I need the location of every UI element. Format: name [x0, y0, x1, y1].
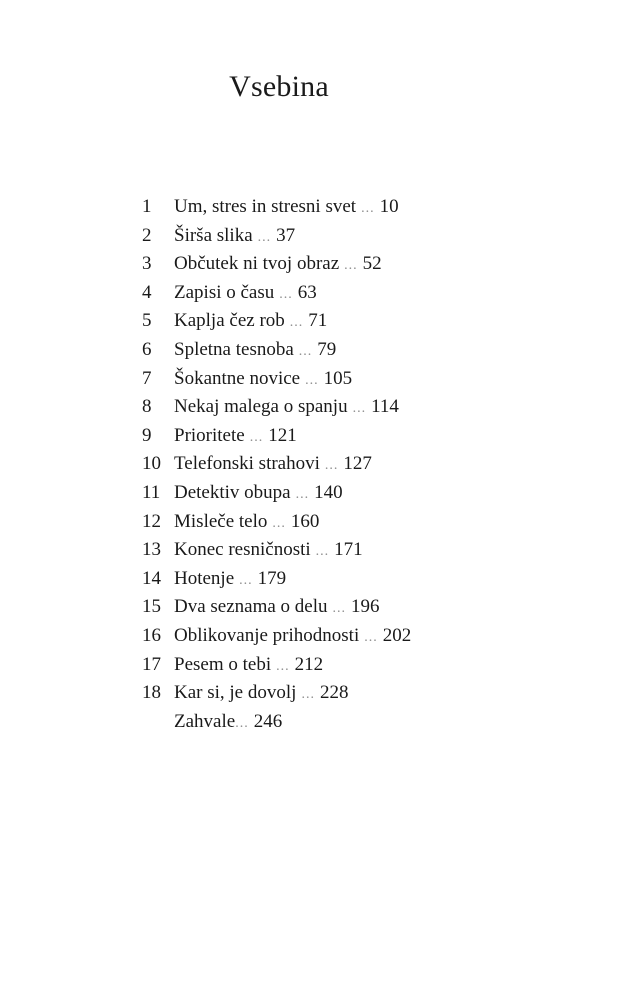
toc-entry-title: Prioritete	[174, 424, 245, 446]
toc-leader-dots: ...	[361, 201, 375, 216]
toc-entry-title: Misleče telo	[174, 510, 268, 532]
toc-entry-page: 121	[268, 424, 297, 446]
toc-entry-page: 63	[297, 281, 317, 303]
toc-entry-14	[142, 565, 582, 594]
toc-entry-page: 179	[257, 567, 287, 589]
toc-entry-6	[142, 336, 582, 365]
toc-entry-9	[142, 422, 582, 451]
toc-entry-1	[142, 193, 582, 222]
toc-entry-title: Šokantne novice	[174, 367, 301, 389]
toc-entry-title: Um, stres in stresni svet	[174, 196, 357, 217]
toc-leader-dots: ...	[305, 372, 319, 388]
toc-entry-page: 171	[334, 539, 363, 561]
toc-leader-dots: ...	[272, 515, 286, 531]
toc-leader-dots: ...	[324, 458, 339, 474]
toc-entry-page: 79	[317, 338, 337, 360]
toc-entry-title: Nekaj malega o spanju	[174, 396, 348, 418]
toc-entry-number: 11	[142, 481, 161, 503]
toc-entry-number: 10	[142, 453, 161, 475]
toc-entry-number: 15	[142, 596, 161, 618]
toc-entry-title: Spletna tesnoba	[174, 338, 294, 360]
toc-entry-12	[142, 508, 582, 537]
toc-entry-page: 212	[294, 653, 324, 675]
toc-entry-2	[142, 222, 582, 251]
page-title: Vsebina	[229, 70, 329, 103]
toc-entry-page: 37	[276, 224, 296, 246]
toc-entry-number: 4	[142, 281, 152, 303]
toc-leader-dots: ...	[276, 658, 290, 674]
toc-entry-page: 71	[308, 310, 328, 332]
toc-entry-11	[142, 479, 582, 508]
toc-leader-dots: ...	[249, 429, 264, 445]
toc-entry-page: 202	[382, 624, 412, 646]
toc-entry-title: Oblikovanje prihodnosti	[174, 624, 360, 646]
toc-entry-4	[142, 279, 582, 308]
toc-entry-title: Zahvale	[174, 710, 236, 732]
toc-entry-7	[142, 365, 582, 394]
toc-entry-5	[142, 307, 582, 336]
toc-entry-number: 3	[142, 253, 152, 275]
toc-entry-acknowledgements	[142, 708, 582, 737]
toc-entry-title: Širša slika	[174, 224, 253, 246]
toc-leader-dots: ...	[257, 229, 272, 245]
toc-entry-page: 105	[323, 367, 353, 389]
toc-leader-dots: ...	[295, 486, 310, 502]
toc-leader-dots: ...	[279, 286, 293, 302]
toc-entry-page: 140	[314, 481, 343, 503]
toc-entry-title: Občutek ni tvoj obraz	[174, 253, 340, 275]
toc-entry-number: 2	[142, 224, 152, 246]
toc-entry-8	[142, 393, 582, 422]
toc-leader-dots: ...	[332, 601, 347, 617]
toc-entry-page: 114	[371, 396, 399, 418]
toc-leader-dots: ...	[289, 315, 304, 331]
toc-leader-dots: ...	[301, 687, 315, 703]
toc-entry-page: 160	[290, 510, 320, 532]
toc-entry-15	[142, 593, 582, 622]
toc-leader-dots: ...	[235, 715, 249, 731]
toc-leader-dots: ...	[315, 544, 330, 560]
toc-entry-page: 52	[362, 253, 382, 275]
toc-entry-number: 7	[142, 367, 152, 389]
toc-leader-dots: ...	[364, 629, 378, 645]
toc-entry-13	[142, 536, 582, 565]
toc-entry-title: Dva seznama o delu	[174, 596, 328, 618]
toc-entry-page: 246	[253, 710, 283, 732]
toc-entry-title: Detektiv obupa	[174, 481, 291, 503]
toc-entry-title: Hotenje	[174, 567, 235, 589]
toc-entry-page: 127	[343, 453, 372, 475]
toc-entry-title: Konec resničnosti	[174, 539, 311, 561]
toc-entry-page: 10	[379, 196, 399, 217]
toc-entry-number: 8	[142, 396, 152, 418]
toc-entry-number: 16	[142, 624, 161, 646]
toc-entry-16	[142, 622, 582, 651]
toc-entry-18	[142, 679, 582, 708]
toc-entry-number: 18	[142, 682, 161, 704]
toc-entry-title: Telefonski strahovi	[174, 453, 320, 475]
toc-entry-10	[142, 450, 582, 479]
toc-entry-17	[142, 651, 582, 680]
toc-entry-number: 1	[142, 196, 152, 217]
toc-entry-number: 6	[142, 338, 152, 360]
toc-entry-number: 9	[142, 424, 152, 446]
toc-leader-dots: ...	[298, 343, 313, 359]
toc-entry-page: 228	[319, 682, 349, 704]
toc-leader-dots: ...	[344, 258, 358, 274]
toc-entry-title: Pesem o tebi	[174, 653, 272, 675]
toc-entry-number: 17	[142, 653, 161, 675]
toc-entry-title: Kar si, je dovolj	[174, 682, 297, 704]
toc-entry-title: Zapisi o času	[174, 281, 275, 303]
toc-entry-number: 13	[142, 539, 161, 561]
toc-leader-dots: ...	[352, 401, 367, 417]
toc-entry-number: 5	[142, 310, 152, 332]
table-of-contents	[142, 193, 582, 736]
toc-leader-dots: ...	[239, 572, 253, 588]
toc-entry-page: 196	[351, 596, 380, 618]
toc-entry-number: 14	[142, 567, 161, 589]
toc-entry-number: 12	[142, 510, 161, 532]
toc-entry-title: Kaplja čez rob	[174, 310, 285, 332]
toc-entry-3	[142, 250, 582, 279]
